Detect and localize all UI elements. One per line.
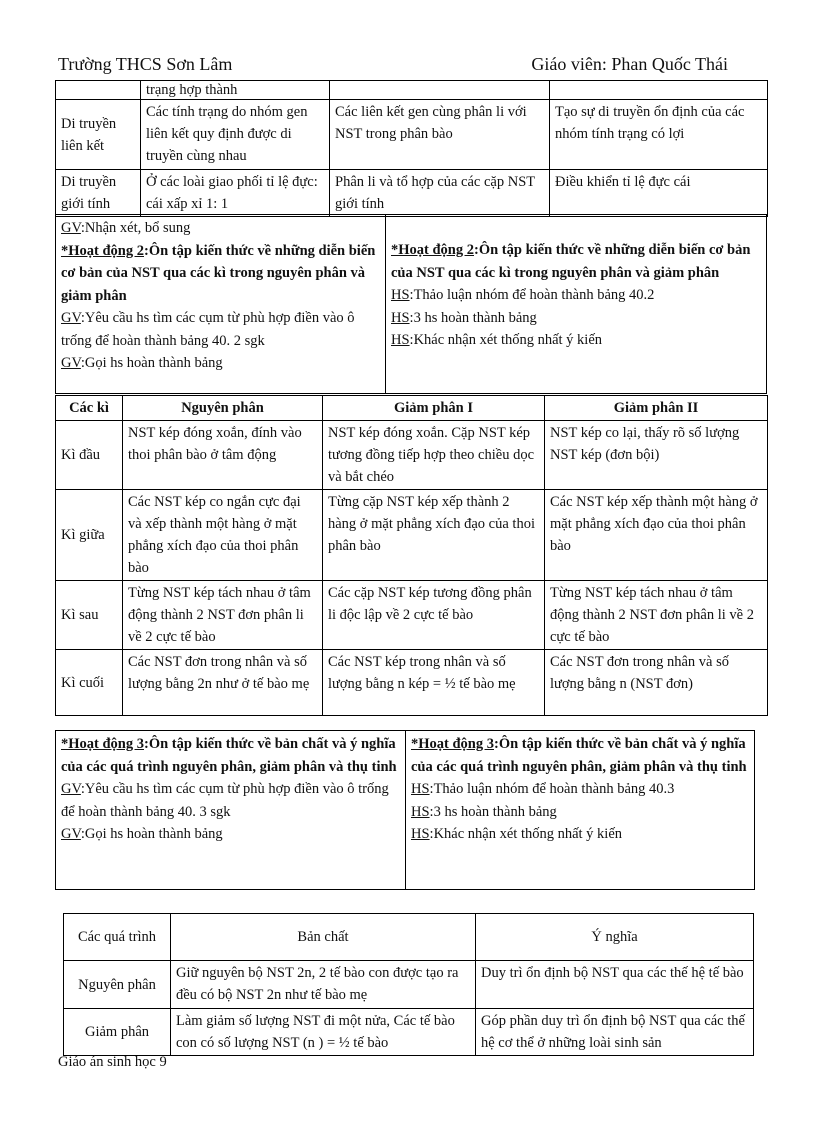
table-row: [56, 421, 768, 490]
table-row: [56, 81, 768, 100]
table-cell: Góp phần duy trì ổn định bộ NST qua các thế hệ cơ thể ở những loài sinh sản: [476, 1009, 754, 1056]
activity-3-student: *Hoạt động 3:Ôn tập kiến thức về bản chất và ý nghĩa của các quá trình nguyên phân, giảm phân và thụ tinh HS:Thảo luận nhóm để hoàn thành bảng 40.3 HS:3 hs hoàn thành bảng HS:Khác nhận xét thống nhất ý kiến: [406, 731, 754, 889]
table-row: [64, 961, 754, 1009]
row-label: Kì cuối: [56, 650, 123, 716]
genetics-table: [55, 80, 768, 217]
column-header: Bản chất: [171, 914, 476, 961]
column-header: Các quá trình: [64, 914, 171, 961]
table-row: [56, 581, 768, 650]
hs-label: HS: [411, 826, 430, 842]
table-cell: Từng NST kép tách nhau ở tâm động thành 2 NST đơn phân li về 2 cực tế bào: [123, 581, 323, 650]
gv-label: GV: [61, 781, 81, 797]
row-label: Kì đầu: [56, 421, 123, 490]
column-header: Giảm phân II: [545, 396, 768, 421]
row-label: Di truyền giới tính: [56, 170, 141, 217]
gv-label: GV: [61, 310, 81, 326]
table-cell: Giữ nguyên bộ NST 2n, 2 tế bào con được tạo ra đều có bộ NST 2n như tế bào mẹ: [171, 961, 476, 1009]
hs-label: HS: [391, 287, 410, 303]
table-cell: Từng cặp NST kép xếp thành 2 hàng ở mặt phẳng xích đạo của thoi phân bào: [323, 490, 545, 581]
table-row: [56, 490, 768, 581]
activity-3-title: *Hoạt động 3:Ôn tập kiến thức về bản chất và ý nghĩa của các quá trình nguyên phân, giảm phân và thụ tinh: [61, 736, 397, 775]
table-cell: NST kép đóng xoắn. Cặp NST kép tương đồng tiếp hợp theo chiều dọc và bắt chéo: [323, 421, 545, 490]
activity-2-title: *Hoạt động 2:Ôn tập kiến thức về những diễn biến cơ bản của NST qua các kì trong nguyên phân và giảm phân: [61, 242, 376, 304]
table-row: [56, 100, 768, 170]
table-cell: Các cặp NST kép tương đồng phân li độc lập về 2 cực tế bào: [323, 581, 545, 650]
table-cell: Phân li và tổ hợp của các cặp NST giới tính: [330, 170, 550, 217]
table-header-row: [64, 914, 754, 961]
column-header: Ý nghĩa: [476, 914, 754, 961]
table-cell: Các NST kép co ngắn cực đại và xếp thành một hàng ở mặt phẳng xích đạo của thoi phân bào: [123, 490, 323, 581]
table-cell: Các tính trạng do nhóm gen liên kết quy định được di truyền cùng nhau: [141, 100, 330, 170]
gv-label: GV: [61, 826, 81, 842]
table-cell: trạng hợp thành: [141, 81, 330, 100]
row-label: Kì giữa: [56, 490, 123, 581]
process-table: [63, 913, 754, 1056]
table-cell: Các NST đơn trong nhân và số lượng bằng 2n như ở tế bào mẹ: [123, 650, 323, 716]
table-row: [64, 1009, 754, 1056]
table-cell: Làm giảm số lượng NST đi một nửa, Các tế bào con có số lượng NST (n ) = ½ tế bào: [171, 1009, 476, 1056]
activity-2-title: *Hoạt động 2:Ôn tập kiến thức về những diễn biến cơ bản của NST qua các kì trong nguyên phân và giảm phân: [391, 242, 751, 281]
activity-2-student: *Hoạt động 2:Ôn tập kiến thức về những diễn biến cơ bản của NST qua các kì trong nguyên phân và giảm phân HS:Thảo luận nhóm để hoàn thành bảng 40.2 HS:3 hs hoàn thành bảng HS:Khác nhận xét thống nhất ý kiến: [386, 215, 766, 393]
hs-label: HS: [411, 781, 430, 797]
table-cell: Từng NST kép tách nhau ở tâm động thành 2 NST đơn phân li về 2 cực tế bào: [545, 581, 768, 650]
cell-division-table: [55, 395, 768, 716]
column-header: Nguyên phân: [123, 396, 323, 421]
table-cell: Điều khiển tỉ lệ đực cái: [550, 170, 768, 217]
hs-label: HS: [391, 309, 410, 326]
table-cell: Các NST kép trong nhân và số lượng bằng n kép = ½ tế bào mẹ: [323, 650, 545, 716]
table-row: [56, 650, 768, 716]
table-row: [56, 170, 768, 217]
row-label: Nguyên phân: [64, 961, 171, 1009]
table-cell: Tạo sự di truyền ổn định của các nhóm tính trạng có lợi: [550, 100, 768, 170]
table-cell: NST kép co lại, thấy rõ số lượng NST kép (đơn bội): [545, 421, 768, 490]
table-cell: Các NST đơn trong nhân và số lượng bằng n (NST đơn): [545, 650, 768, 716]
activity-2-box: [55, 214, 767, 394]
table-cell: Các liên kết gen cùng phân li với NST trong phân bào: [330, 100, 550, 170]
gv-label: GV: [61, 220, 81, 236]
gv-label: GV: [61, 355, 81, 371]
hs-label: HS: [391, 332, 410, 348]
school-name: Trường THCS Sơn Lâm: [58, 54, 233, 74]
activity-2-teacher: GV:Nhận xét, bổ sung *Hoạt động 2:Ôn tập kiến thức về những diễn biến cơ bản của NST qua các kì trong nguyên phân và giảm phân GV:Yêu cầu hs tìm các cụm từ phù hợp điền vào ô trống để hoàn thành bảng 40. 2 sgk GV:Gọi hs hoàn thành bảng: [56, 215, 386, 393]
row-label: Giảm phân: [64, 1009, 171, 1056]
activity-3-title: *Hoạt động 3:Ôn tập kiến thức về bản chất và ý nghĩa của các quá trình nguyên phân, giảm phân và thụ tinh: [411, 736, 747, 775]
row-label: Di truyền liên kết: [56, 100, 141, 170]
row-label: Kì sau: [56, 581, 123, 650]
column-header: Giảm phân I: [323, 396, 545, 421]
table-cell: Các NST kép xếp thành một hàng ở mặt phẳng xích đạo của thoi phân bào: [545, 490, 768, 581]
teacher-name: Giáo viên: Phan Quốc Thái: [531, 54, 728, 74]
activity-3-teacher: *Hoạt động 3:Ôn tập kiến thức về bản chất và ý nghĩa của các quá trình nguyên phân, giảm phân và thụ tinh GV:Yêu cầu hs tìm các cụm từ phù hợp điền vào ô trống để hoàn thành bảng 40. 3 sgk GV:Gọi hs hoàn thành bảng: [56, 731, 406, 889]
table-cell: NST kép đóng xoắn, đính vào thoi phân bào ở tâm động: [123, 421, 323, 490]
activity-3-box: [55, 730, 755, 890]
table-header-row: [56, 396, 768, 421]
table-cell: Ở các loài giao phối tỉ lệ đực: cái xấp xỉ 1: 1: [141, 170, 330, 217]
column-header: Các kì: [56, 396, 123, 421]
hs-label: HS: [411, 803, 430, 820]
table-cell: Duy trì ổn định bộ NST qua các thế hệ tế bào: [476, 961, 754, 1009]
page-footer: Giáo án sinh học 9: [58, 1054, 167, 1070]
